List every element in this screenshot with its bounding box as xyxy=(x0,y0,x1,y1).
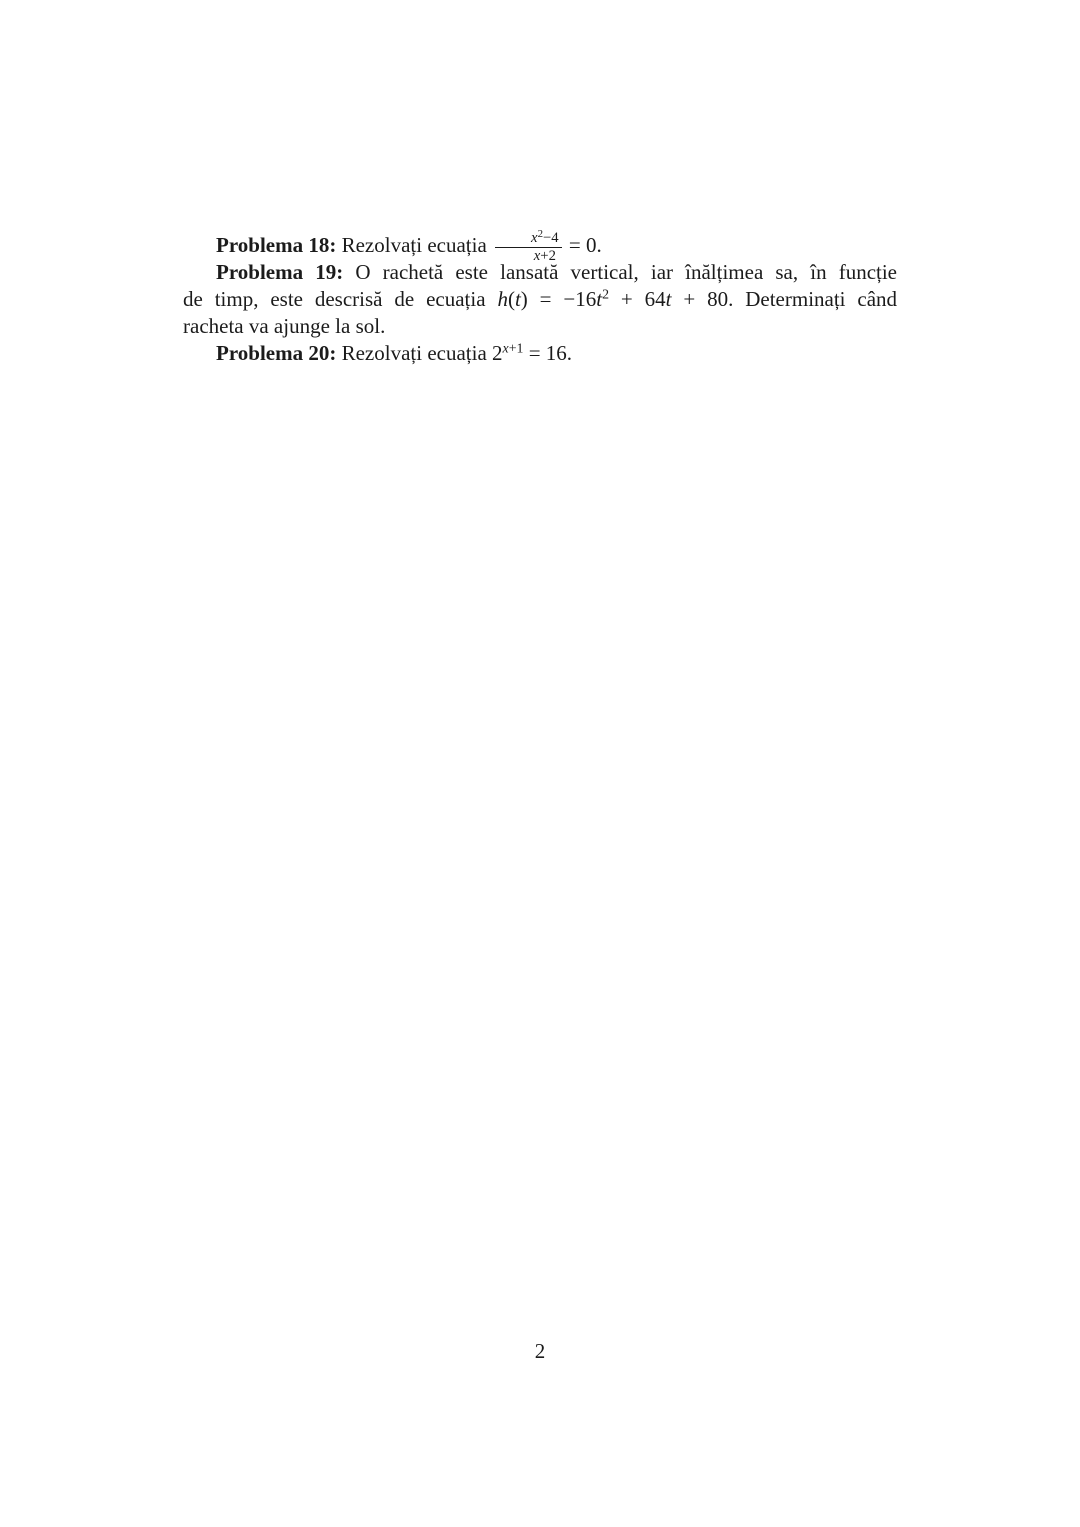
math-mid: ) = −16 xyxy=(520,287,597,311)
problem-19-text-1: O rachetă este lansată vertical, iar înălțimea sa, în funcție xyxy=(355,260,898,284)
math-func-h: h xyxy=(497,287,508,311)
problem-18-lead: Rezolvați ecuația xyxy=(341,233,487,257)
problem-19-line-1 xyxy=(183,259,897,286)
problem-20-paragraph xyxy=(183,340,897,367)
exponent-rest: +1 xyxy=(508,340,524,356)
math-var-t: t xyxy=(596,287,603,311)
problem-19-line-2 xyxy=(183,286,897,313)
problem-20-equation-tail: = 16. xyxy=(528,341,573,365)
problem-19-line-3 xyxy=(183,313,897,340)
math-plus-64: + 64 xyxy=(609,287,666,311)
exponent: 2 xyxy=(537,228,543,241)
problem-18-label: Problema 18: xyxy=(216,233,337,257)
denominator-rest: +2 xyxy=(540,247,556,264)
math-var-t: t xyxy=(514,287,521,311)
problem-18-paragraph xyxy=(183,228,897,264)
numerator-rest: −4 xyxy=(543,230,559,247)
math-expression-height xyxy=(497,287,733,311)
page-number: 2 xyxy=(534,1339,546,1363)
problem-19-text-3: Determinați când xyxy=(745,287,898,311)
problem-20-lead: Rezolvați ecuația xyxy=(341,341,487,365)
math-plus-80: + 80. xyxy=(671,287,734,311)
fraction-numerator xyxy=(495,230,562,246)
exponent xyxy=(503,340,524,355)
left-paren: ( xyxy=(507,287,515,311)
problem-19-text-2: de timp, este descrisă de ecuația xyxy=(183,287,486,311)
math-expression-exponential xyxy=(492,341,523,365)
problems-section xyxy=(183,228,898,367)
math-var-x: x xyxy=(531,230,538,247)
problem-19-label: Problema 19: xyxy=(216,260,344,284)
exponent: 2 xyxy=(602,286,610,302)
problem-20-label: Problema 20: xyxy=(216,341,337,365)
problem-19-text-4: racheta va ajunge la sol. xyxy=(183,314,386,338)
math-var-x: x xyxy=(533,247,541,264)
math-var-t: t xyxy=(665,287,672,311)
math-base-2: 2 xyxy=(492,341,503,365)
problem-18-equation-tail: = 0. xyxy=(568,233,602,257)
math-var-x: x xyxy=(502,340,509,356)
